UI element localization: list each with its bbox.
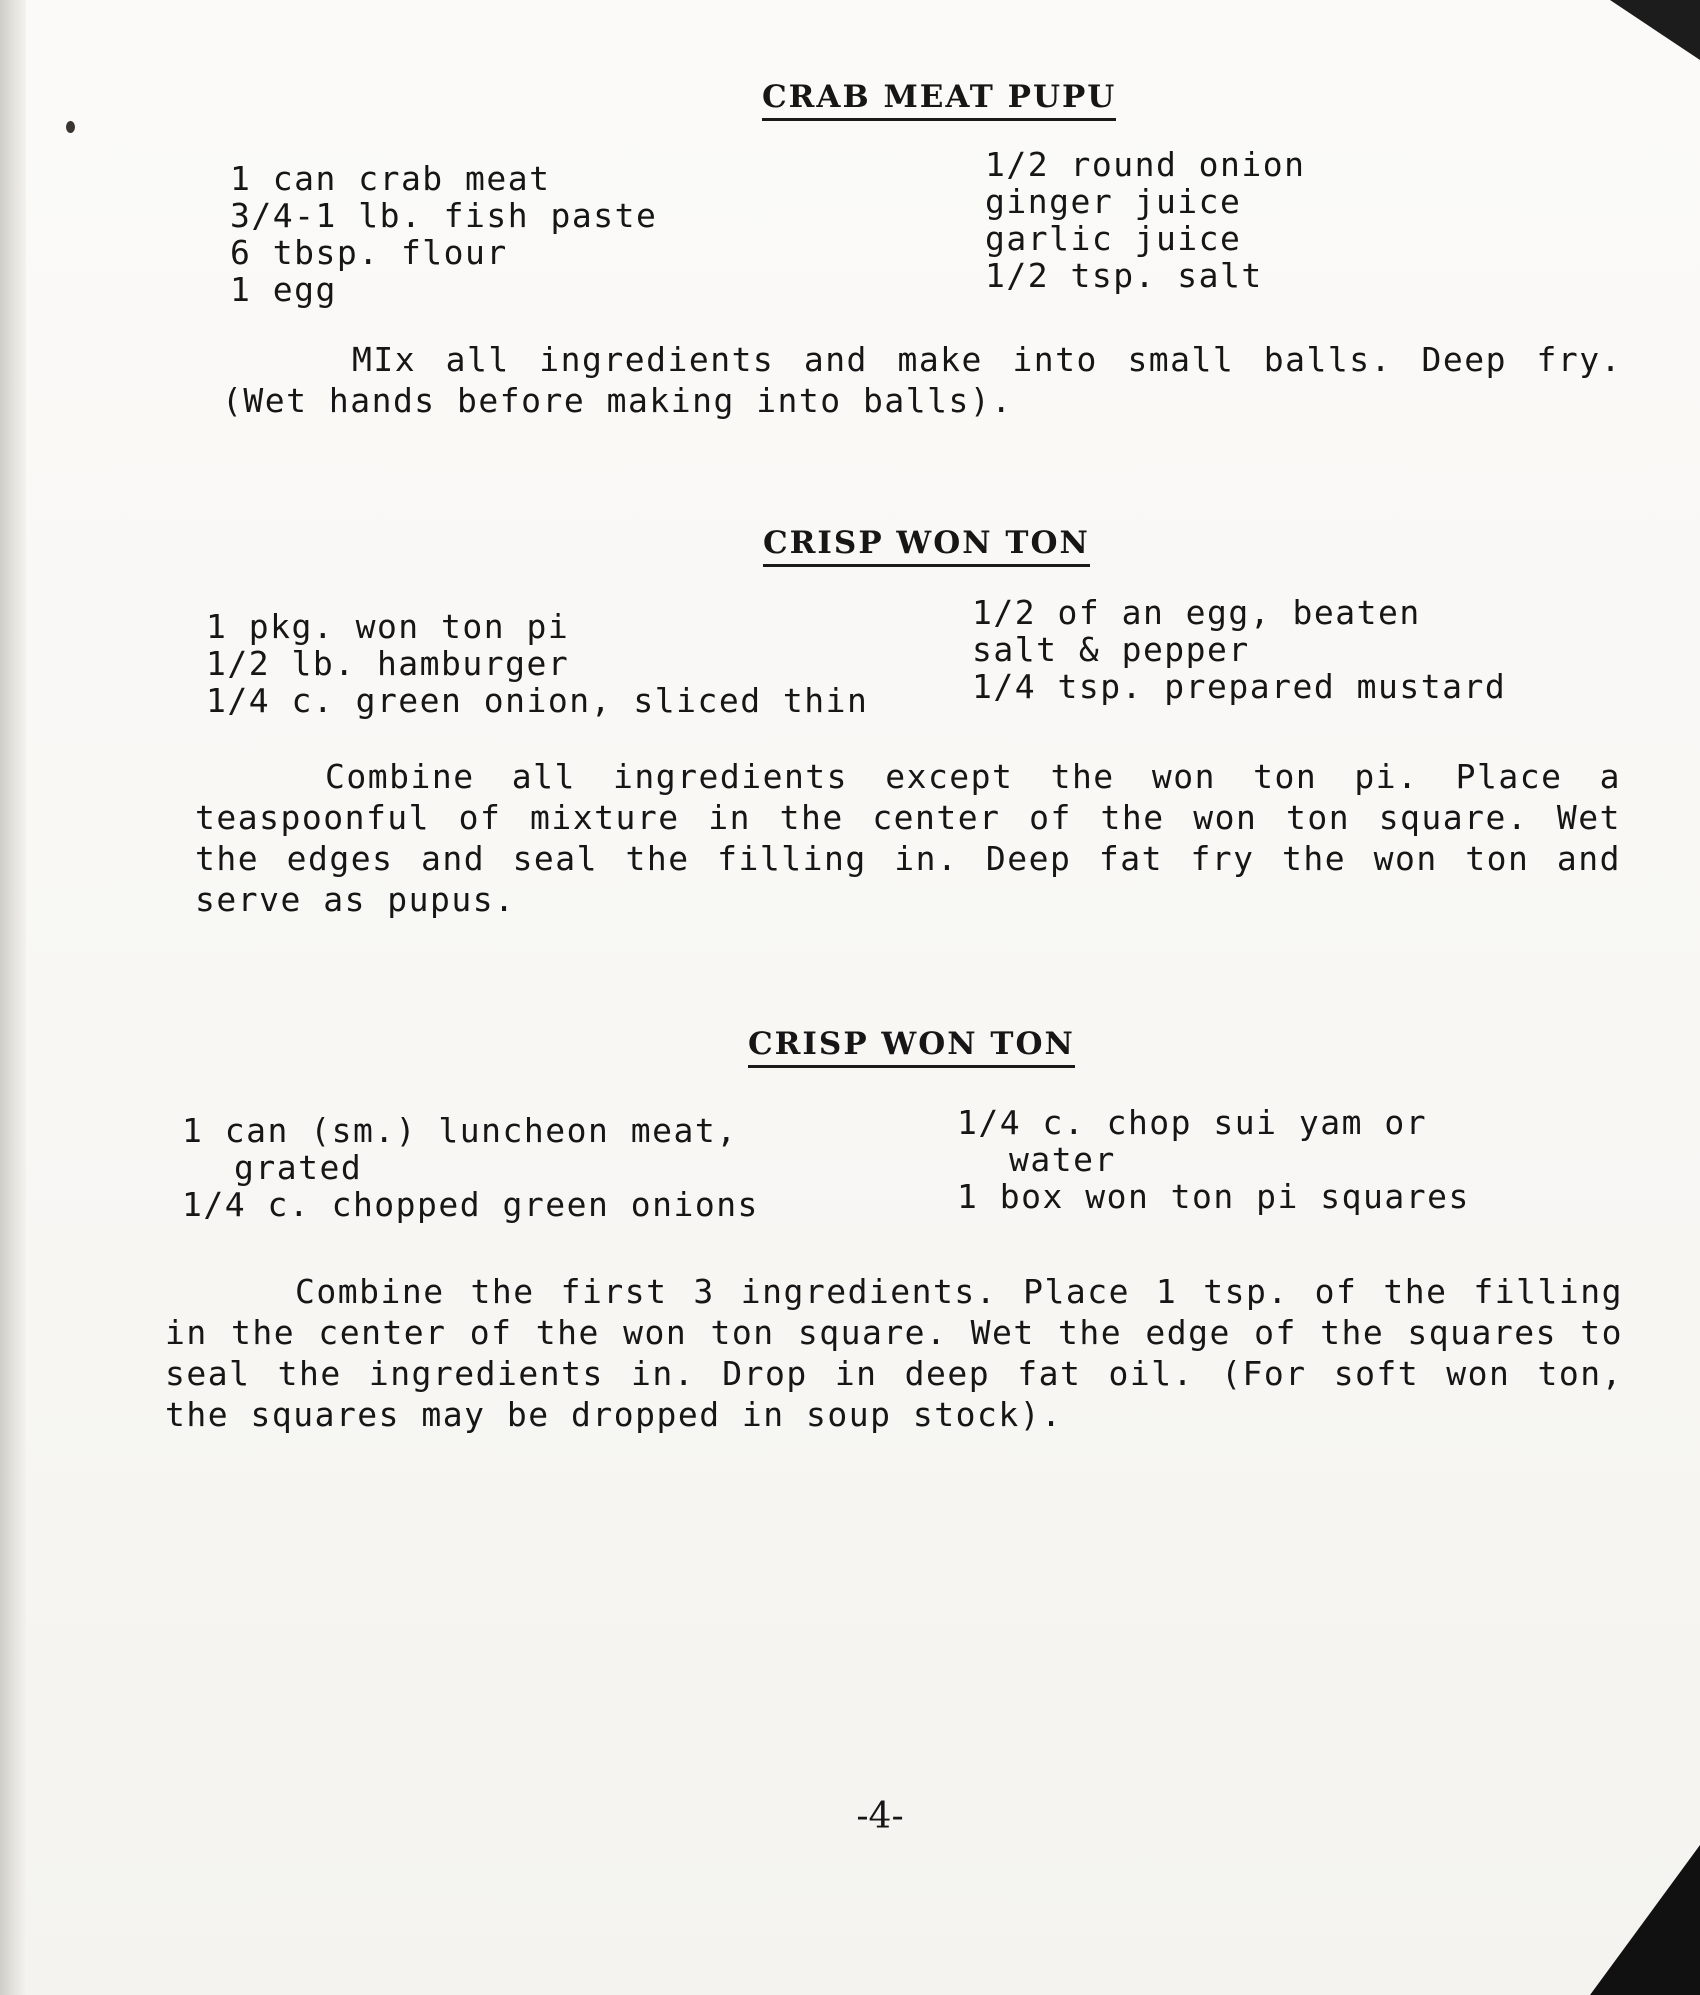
ingredient: 1/2 round onion: [985, 145, 1306, 184]
recipe-title: CRISP WON TON: [748, 1027, 1075, 1068]
ingredient: 1 pkg. won ton pi: [206, 607, 570, 646]
ingredients-right-column: [985, 146, 1306, 294]
ingredient: 1/4 c. chopped green onions: [182, 1185, 759, 1224]
ink-spot: [66, 121, 75, 133]
ingredient: 1/2 lb. hamburger: [206, 644, 570, 683]
ingredient: water: [1009, 1140, 1116, 1179]
ingredient: 1 can crab meat: [230, 159, 551, 198]
ingredients-left-column: [182, 1112, 759, 1223]
ingredients-right-column: [957, 1104, 1470, 1215]
ingredient: 6 tbsp. flour: [230, 233, 508, 272]
page-binding-edge: [0, 0, 26, 1995]
page-corner-shadow-bottom: [1590, 1845, 1700, 1995]
ingredient: garlic juice: [985, 219, 1242, 258]
ingredient: 1 box won ton pi squares: [957, 1177, 1470, 1216]
recipe-title: CRISP WON TON: [763, 526, 1090, 567]
recipe-directions: [165, 1271, 1623, 1435]
directions-text: MIx all ingredients and make into small balls. Deep fry. (Wet hands before making into balls).: [222, 340, 1622, 420]
ingredients-left-column: [206, 608, 868, 719]
ingredient: 1 can (sm.) luncheon meat,: [182, 1111, 738, 1150]
ingredients-left-column: [230, 160, 657, 308]
ingredient: 3/4-1 lb. fish paste: [230, 196, 658, 235]
directions-text: Combine the first 3 ingredients. Place 1 tsp. of the filling in the center of the won ton square. Wet the edge of the squares to seal the ingredients in. Drop in deep fat oil. (For soft won ton, the squares may be dropped in soup stock).: [165, 1272, 1623, 1434]
ingredient: 1/4 c. green onion, sliced thin: [206, 681, 869, 720]
ingredients-right-column: [972, 594, 1506, 705]
ingredient: salt & pepper: [972, 630, 1250, 669]
ingredient: grated: [234, 1148, 363, 1187]
ingredient: ginger juice: [985, 182, 1242, 221]
recipe-title: CRAB MEAT PUPU: [762, 80, 1116, 121]
page-number: -4-: [856, 1796, 904, 1837]
ingredient: 1 egg: [230, 270, 337, 309]
ingredient: 1/2 of an egg, beaten: [972, 593, 1421, 632]
recipe-directions: [222, 339, 1622, 421]
ingredient: 1/2 tsp. salt: [985, 256, 1263, 295]
ingredient: 1/4 tsp. prepared mustard: [972, 667, 1507, 706]
directions-text: Combine all ingredients except the won ton pi. Place a teaspoonful of mixture in the center of the won ton square. Wet the edges and seal the filling in. Deep fat fry the won ton and serve as pupus.: [195, 757, 1621, 919]
ingredient: 1/4 c. chop sui yam or: [957, 1103, 1428, 1142]
page-corner-shadow-top: [1610, 0, 1700, 60]
recipe-directions: [195, 756, 1621, 920]
